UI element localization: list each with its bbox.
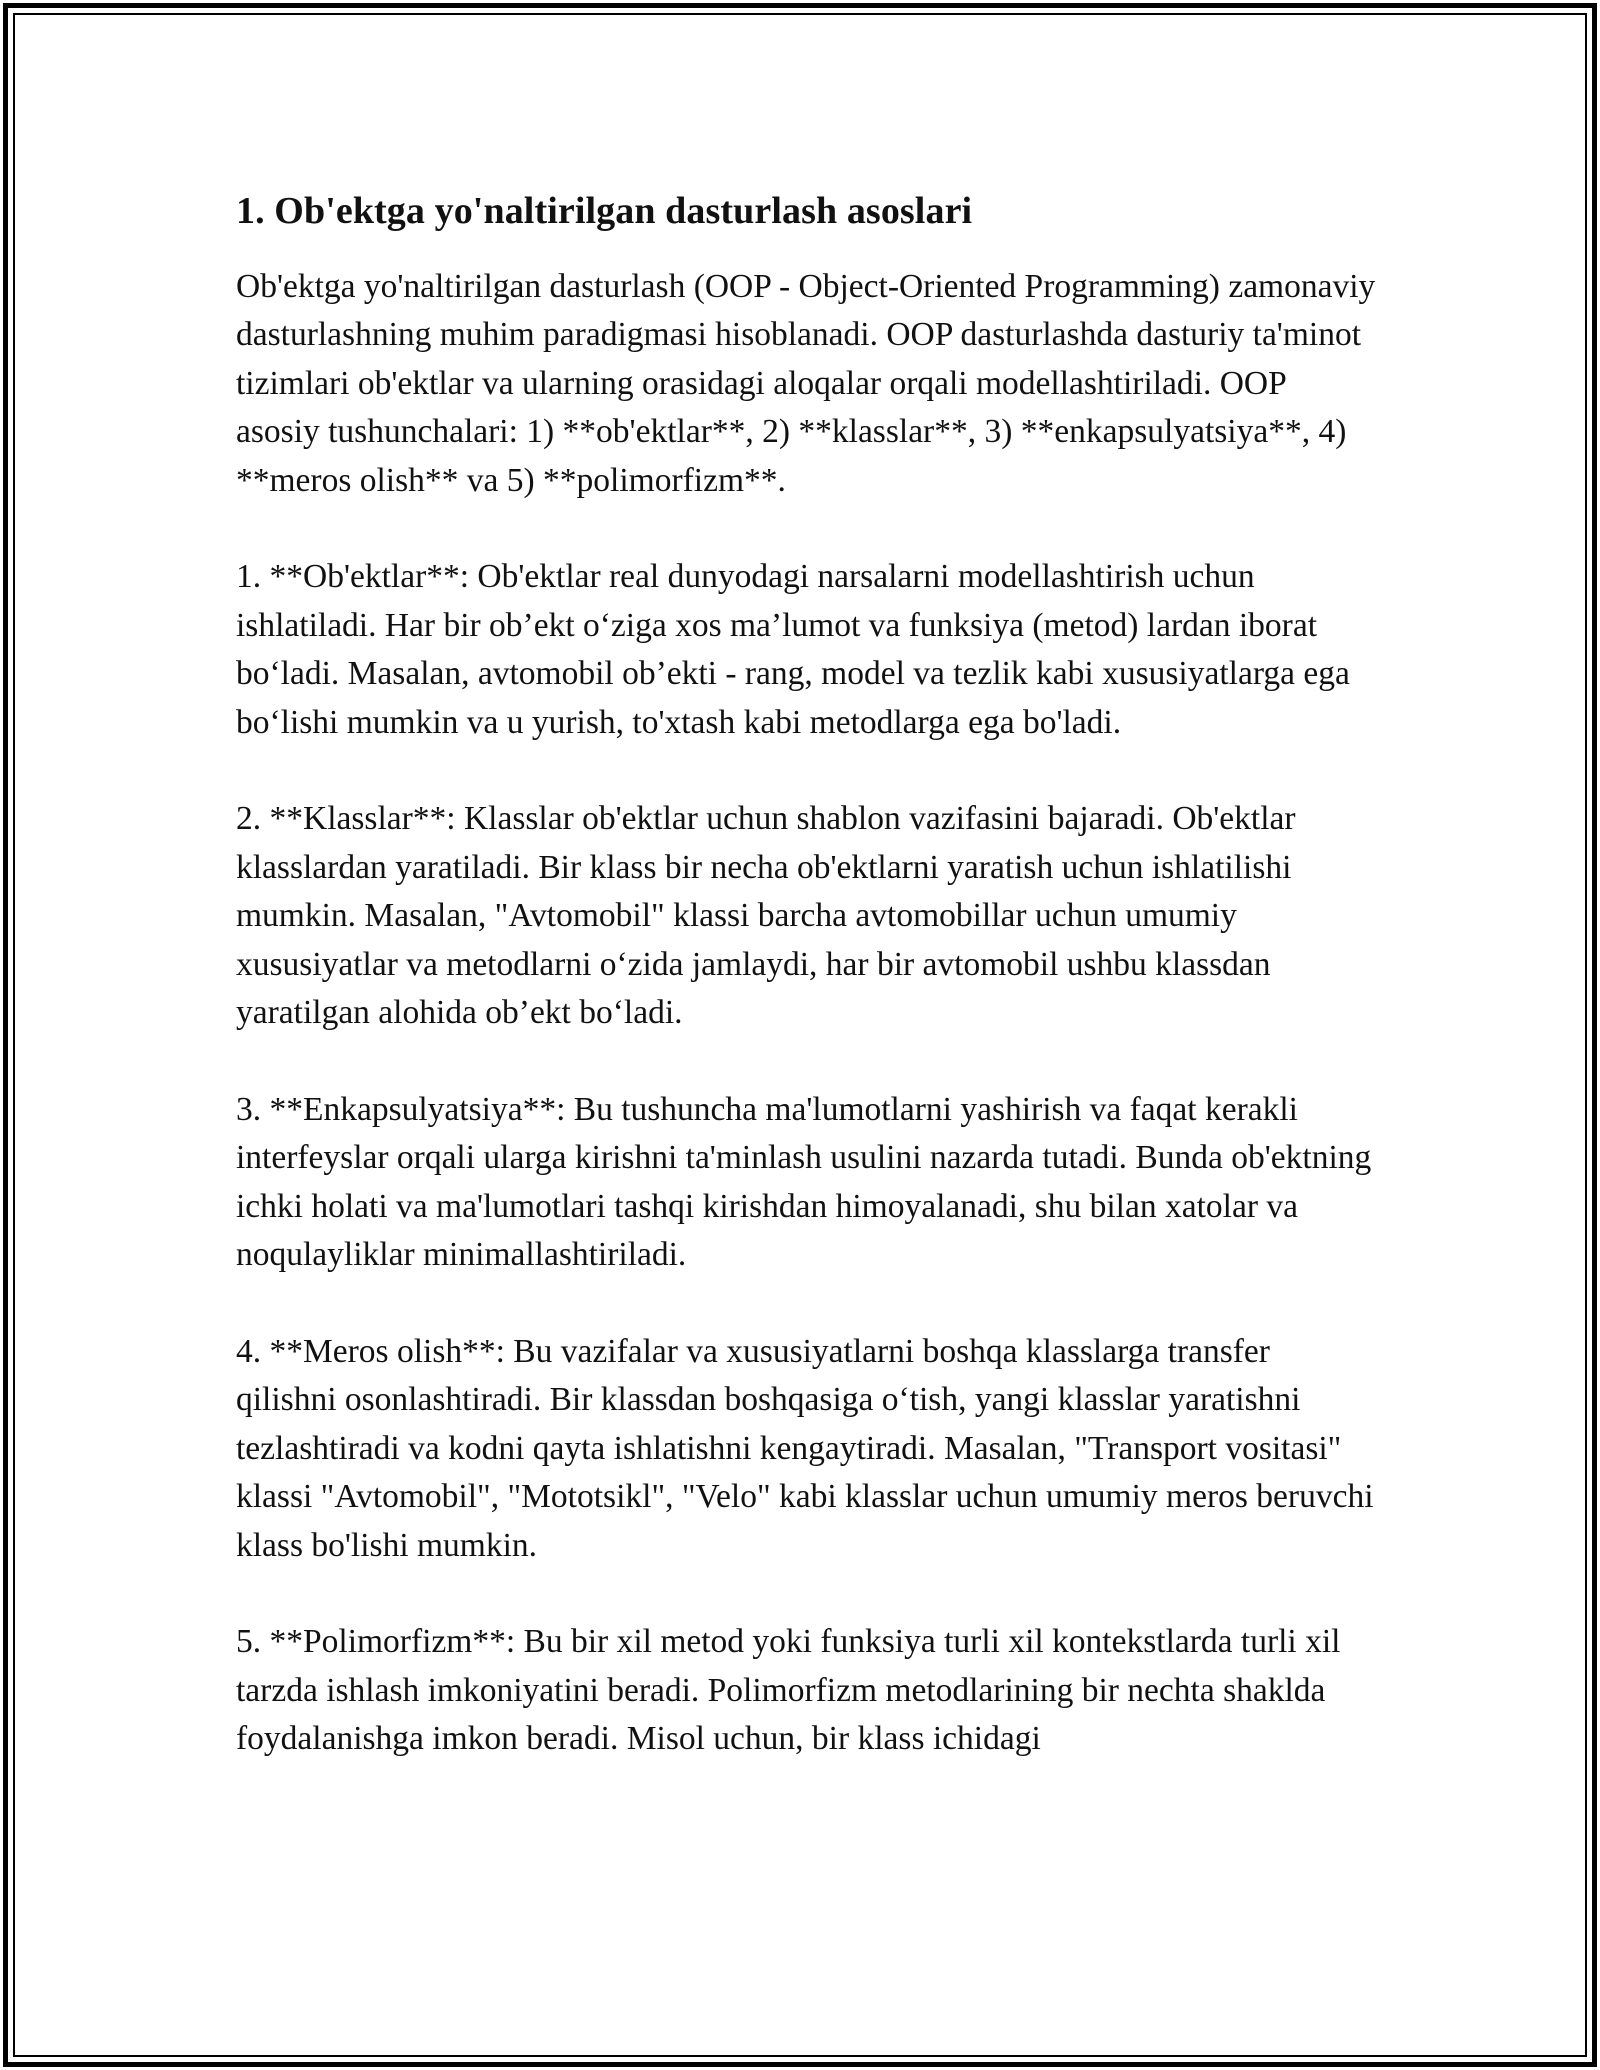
inheritance-paragraph: 4. **Meros olish**: Bu vazifalar va xususiyatlarni boshqa klasslarga transfer qilishni osonlashtiradi. Bir klassdan boshqasiga o‘tish, yangi klasslar yaratishni tezlashtiradi va kodni qayta ishlatishni kengaytiradi. Masalan, "Transport vositasi" klassi "Avtomobil", "Mototsikl", "Velo" kabi klasslar uchun umumiy meros beruvchi klass bo'lishi mumkin.: [236, 1332, 1374, 1564]
polymorphism-paragraph: 5. **Polimorfizm**: Bu bir xil metod yoki funksiya turli xil kontekstlarda turli xil tarzda ishlash imkoniyatini beradi. Polimorfizm metodlarining bir nechta shaklda foydalanishga imkon beradi. Misol uchun, bir klass ichidagi: [236, 1623, 1341, 1758]
objects-paragraph: 1. **Ob'ektlar**: Ob'ektlar real dunyodagi narsalarni modellashtirish uchun ishlatiladi. Har bir ob’ekt o‘ziga xos ma’lumot va funksiya (metod) lardan iborat bo‘ladi. Masalan, avtomobil ob’ekti - rang, model va tezlik kabi xususiyatlarga ega bo‘lishi mumkin va u yurish, to'xtash kabi metodlarga ega bo'ladi.: [236, 558, 1350, 741]
classes-paragraph: 2. **Klasslar**: Klasslar ob'ektlar uchun shablon vazifasini bajaradi. Ob'ektlar klasslardan yaratiladi. Bir klass bir necha ob'ektlarni yaratish uchun ishlatilishi mumkin. Masalan, "Avtomobil" klassi barcha avtomobillar uchun umumiy xususiyatlar va metodlarni o‘zida jamlaydi, har bir avtomobil ushbu klassdan yaratilgan alohida ob’ekt bo‘ladi.: [236, 800, 1296, 1032]
section-heading: 1. Ob'ektga yo'naltirilgan dasturlash asoslari: [236, 190, 973, 232]
intro-paragraph: Ob'ektga yo'naltirilgan dasturlash (OOP - Object-Oriented Programming) zamonaviy dasturlashning muhim paradigmasi hisoblanadi. OOP dasturlashda dasturiy ta'minot tizimlari ob'ektlar va ularning orasidagi aloqalar orqali modellashtiriladi. OOP asosiy tushunchalari: 1) **ob'ektlar**, 2) **klasslar**, 3) **enkapsulyatsiya**, 4) **meros olish** va 5) **polimorfizm**.: [236, 268, 1376, 499]
encapsulation-paragraph: 3. **Enkapsulyatsiya**: Bu tushuncha ma'lumotlarni yashirish va faqat kerakli interfeyslar orqali ularga kirishni ta'minlash usulini nazarda tutadi. Bunda ob'ektning ichki holati va ma'lumotlari tashqi kirishdan himoyalanadi, shu bilan xatolar va noqulayliklar minimallashtiriladi.: [236, 1090, 1372, 1274]
document-body: [236, 185, 1376, 1764]
